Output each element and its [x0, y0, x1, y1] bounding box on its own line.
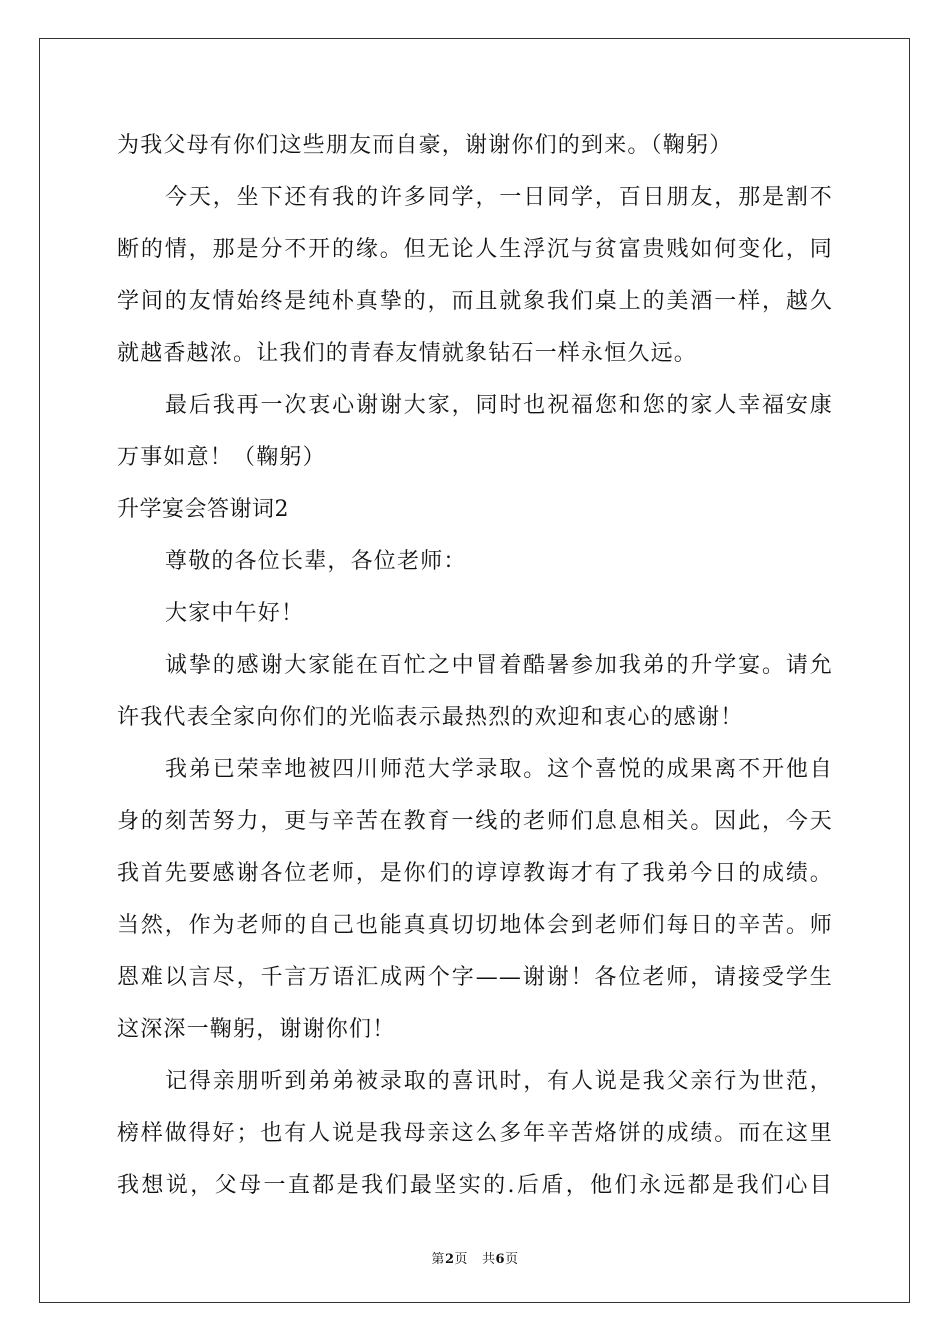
text-line: 断的情，那是分不开的缘。但无论人生浮沉与贫富贵贱如何变化，同: [117, 237, 833, 262]
text-line: 榜样做得好；也有人说是我母亲这么多年辛苦烙饼的成绩。而在这里: [117, 1121, 833, 1146]
text-line: 诚挚的感谢大家能在百忙之中冒着酷暑参加我弟的升学宴。请允: [165, 653, 833, 678]
text-line: 身的刻苦努力，更与辛苦在教育一线的老师们息息相关。因此，今天: [117, 809, 833, 834]
page-prefix: 第: [431, 1252, 445, 1267]
total-prefix: 共: [482, 1252, 496, 1267]
greeting-line: 大家中午好！: [165, 601, 305, 626]
text-line: 记得亲朋听到弟弟被录取的喜讯时，有人说是我父亲行为世范，: [165, 1069, 833, 1094]
text-line: 当然，作为老师的自己也能真真切切地体会到老师们每日的辛苦。师: [117, 913, 833, 938]
text-line: 许我代表全家向你们的光临表示最热烈的欢迎和衷心的感谢！: [117, 705, 744, 730]
page-suffix: 页: [454, 1252, 468, 1267]
text-line: 我弟已荣幸地被四川师范大学录取。这个喜悦的成果离不开他自: [165, 757, 833, 782]
text-line: 恩难以言尽，千言万语汇成两个字——谢谢！各位老师，请接受学生: [117, 965, 833, 990]
text-line: 万事如意！（鞠躬）: [117, 445, 326, 470]
page-footer: [0, 1248, 950, 1267]
text-line: 就越香越浓。让我们的青春友情就象钻石一样永恒久远。: [117, 341, 698, 366]
total-suffix: 页: [505, 1252, 519, 1267]
text-line: 我首先要感谢各位老师，是你们的谆谆教诲才有了我弟今日的成绩。: [117, 861, 833, 886]
document-body: [117, 126, 833, 1218]
text-line: 最后我再一次衷心谢谢大家，同时也祝福您和您的家人幸福安康: [165, 393, 833, 418]
section-heading: 升学宴会答谢词2: [117, 497, 289, 522]
salutation-line: 尊敬的各位长辈，各位老师：: [165, 549, 467, 574]
page-number: 2: [444, 1252, 455, 1267]
text-line: 我想说，父母一直都是我们最坚实的.后盾，他们永远都是我们心目: [117, 1173, 833, 1198]
total-pages: 6: [495, 1252, 506, 1267]
text-line: 这深深一鞠躬，谢谢你们！: [117, 1017, 396, 1042]
text-line: 学间的友情始终是纯朴真挚的，而且就象我们桌上的美酒一样，越久: [117, 289, 833, 314]
text-line: 为我父母有你们这些朋友而自豪，谢谢你们的到来。（鞠躬）: [117, 133, 733, 158]
text-line: 今天，坐下还有我的许多同学，一日同学，百日朋友，那是割不: [165, 185, 833, 210]
